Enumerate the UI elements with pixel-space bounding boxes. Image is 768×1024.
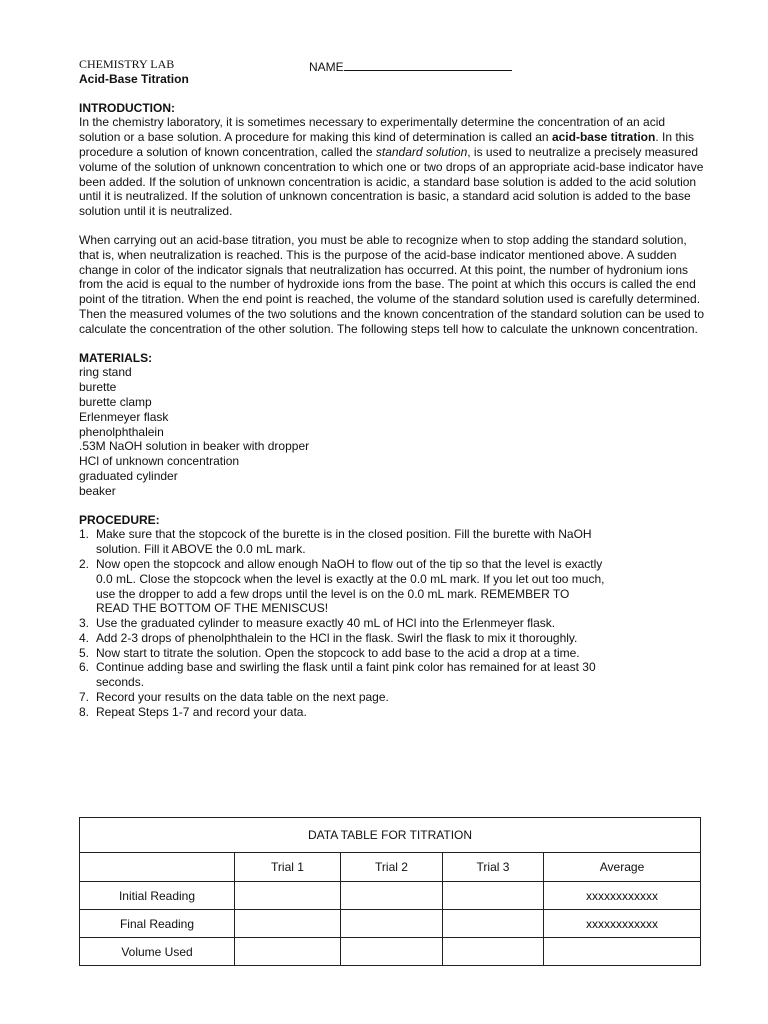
table-title: DATA TABLE FOR TITRATION <box>80 818 701 853</box>
entry-cell[interactable] <box>544 938 701 966</box>
step-number: 5. <box>79 645 90 660</box>
procedure-heading: PROCEDURE: <box>79 512 160 527</box>
name-label: NAME <box>309 60 344 74</box>
materials-list <box>79 365 709 498</box>
material-item: Erlenmeyer flask <box>79 409 169 424</box>
course-label: CHEMISTRY LAB <box>79 57 175 71</box>
lab-document <box>79 57 709 720</box>
step-text: Repeat Steps 1-7 and record your data. <box>96 704 307 719</box>
titration-data-table <box>79 817 701 966</box>
entry-cell[interactable] <box>235 938 341 966</box>
intro-italic-term: standard solution <box>375 144 468 159</box>
step-number: 7. <box>79 690 90 705</box>
material-item: .53M NaOH solution in beaker with dropper <box>79 439 310 454</box>
entry-cell[interactable] <box>443 938 544 966</box>
crossed-out-cell: xxxxxxxxxxxx <box>544 910 701 938</box>
material-item: burette <box>79 380 117 395</box>
step-number: 1. <box>79 527 90 542</box>
introduction-paragraph-1 <box>79 115 709 219</box>
material-item: HCl of unknown concentration <box>79 454 240 469</box>
procedure-step <box>79 631 606 646</box>
step-text: Now open the stopcock and allow enough NaOH to flow out of the tip so that the level is exactly 0.0 mL. Close the stopcock when the level is exactly at the 0.0 mL mark. If you let out too much, use the dropper to add a few drops until the level is on the 0.0 mL mark. REMEMBER TO READ THE BOTTOM OF THE MENISCUS! <box>96 556 605 616</box>
header-cell-trial-2: Trial 2 <box>341 853 443 882</box>
intro-text-b: . In this procedure a solution of known concentration, called the <box>79 130 694 159</box>
table-row <box>80 882 701 910</box>
step-number: 3. <box>79 616 90 631</box>
step-number: 4. <box>79 630 90 645</box>
step-text: Now start to titrate the solution. Open the stopcock to add base to the acid a drop at a time. <box>96 645 580 660</box>
document-title: Acid-Base Titration <box>79 71 189 86</box>
header-cell-blank <box>80 853 235 882</box>
introduction-paragraph-2: When carrying out an acid-base titration, you must be able to recognize when to stop adding the standard solution, that is, when neutralization is reached. This is the purpose of the acid-base indicator mentioned above. A sudden change in color of the indicator signals that neutralization has occurred. At this point, the number of hydronium ions from the acid is equal to the number of hydroxide ions from the base. The point at which this occurs is called the end point of the titration. When the end point is reached, the volume of the standard solution used is carefully determined. Then the measured volumes of the two solutions and the known concentration of the standard solution can be used to calculate the concentration of the other solution. The following steps tell how to calculate the unknown concentration. <box>79 232 705 336</box>
row-label-volume-used: Volume Used <box>80 938 235 966</box>
name-blank-line[interactable] <box>344 59 512 71</box>
entry-cell[interactable] <box>341 910 443 938</box>
introduction-heading: INTRODUCTION: <box>79 100 175 115</box>
procedure-step <box>79 616 606 631</box>
header-cell-trial-1: Trial 1 <box>235 853 341 882</box>
name-field <box>309 59 512 75</box>
step-text: Use the graduated cylinder to measure exactly 40 mL of HCl into the Erlenmeyer flask. <box>96 616 556 631</box>
material-item: phenolphthalein <box>79 424 164 439</box>
intro-text-a: In the chemistry laboratory, it is sometimes necessary to experimentally determine the concentration of an acid solution or a base solution. A procedure for making this kind of determination is called an <box>79 115 666 145</box>
step-text: Continue adding base and swirling the flask until a faint pink color has remained for at least 30 seconds. <box>96 660 596 690</box>
procedure-step <box>79 527 606 557</box>
table-row <box>80 910 701 938</box>
step-number: 6. <box>79 660 90 675</box>
crossed-out-cell: xxxxxxxxxxxx <box>544 882 701 910</box>
entry-cell[interactable] <box>443 882 544 910</box>
material-item: graduated cylinder <box>79 468 178 483</box>
step-text: Add 2-3 drops of phenolphthalein to the HCl in the flask. Swirl the flask to mix it thoroughly. <box>96 630 578 645</box>
material-item: beaker <box>79 483 116 498</box>
step-number: 2. <box>79 556 90 571</box>
step-text: Record your results on the data table on the next page. <box>96 690 389 705</box>
procedure-step <box>79 705 606 720</box>
procedure-step <box>79 646 606 661</box>
materials-heading: MATERIALS: <box>79 350 153 365</box>
entry-cell[interactable] <box>341 882 443 910</box>
material-item: burette clamp <box>79 394 152 409</box>
row-label-initial-reading: Initial Reading <box>80 882 235 910</box>
procedure-step <box>79 660 606 690</box>
entry-cell[interactable] <box>341 938 443 966</box>
material-item: ring stand <box>79 365 132 380</box>
procedure-step <box>79 557 606 616</box>
step-number: 8. <box>79 704 90 719</box>
step-text: Make sure that the stopcock of the burette is in the closed position. Fill the burette with NaOH solution. Fill it ABOVE the 0.0 mL mark. <box>96 527 592 557</box>
procedure-list <box>79 527 709 719</box>
header-cell-average: Average <box>544 853 701 882</box>
procedure-step <box>79 690 606 705</box>
entry-cell[interactable] <box>443 910 544 938</box>
table-row <box>80 938 701 966</box>
entry-cell[interactable] <box>235 882 341 910</box>
row-label-final-reading: Final Reading <box>80 910 235 938</box>
table-header-row <box>80 853 701 882</box>
intro-bold-term: acid-base titration <box>551 130 656 145</box>
data-table-container <box>79 817 700 966</box>
intro-text-c: , is used to neutralize a precisely measured volume of the solution of unknown concentration to which one or two drops of an appropriate acid-base indicator have been added. If the solution of unknown concentration is acidic, a standard base solution is added to the acid solution until it is neutralized. If the solution of unknown concentration is basic, a standard acid solution is added to the base solution until it is neutralized. <box>79 144 704 219</box>
header-cell-trial-3: Trial 3 <box>443 853 544 882</box>
entry-cell[interactable] <box>235 910 341 938</box>
